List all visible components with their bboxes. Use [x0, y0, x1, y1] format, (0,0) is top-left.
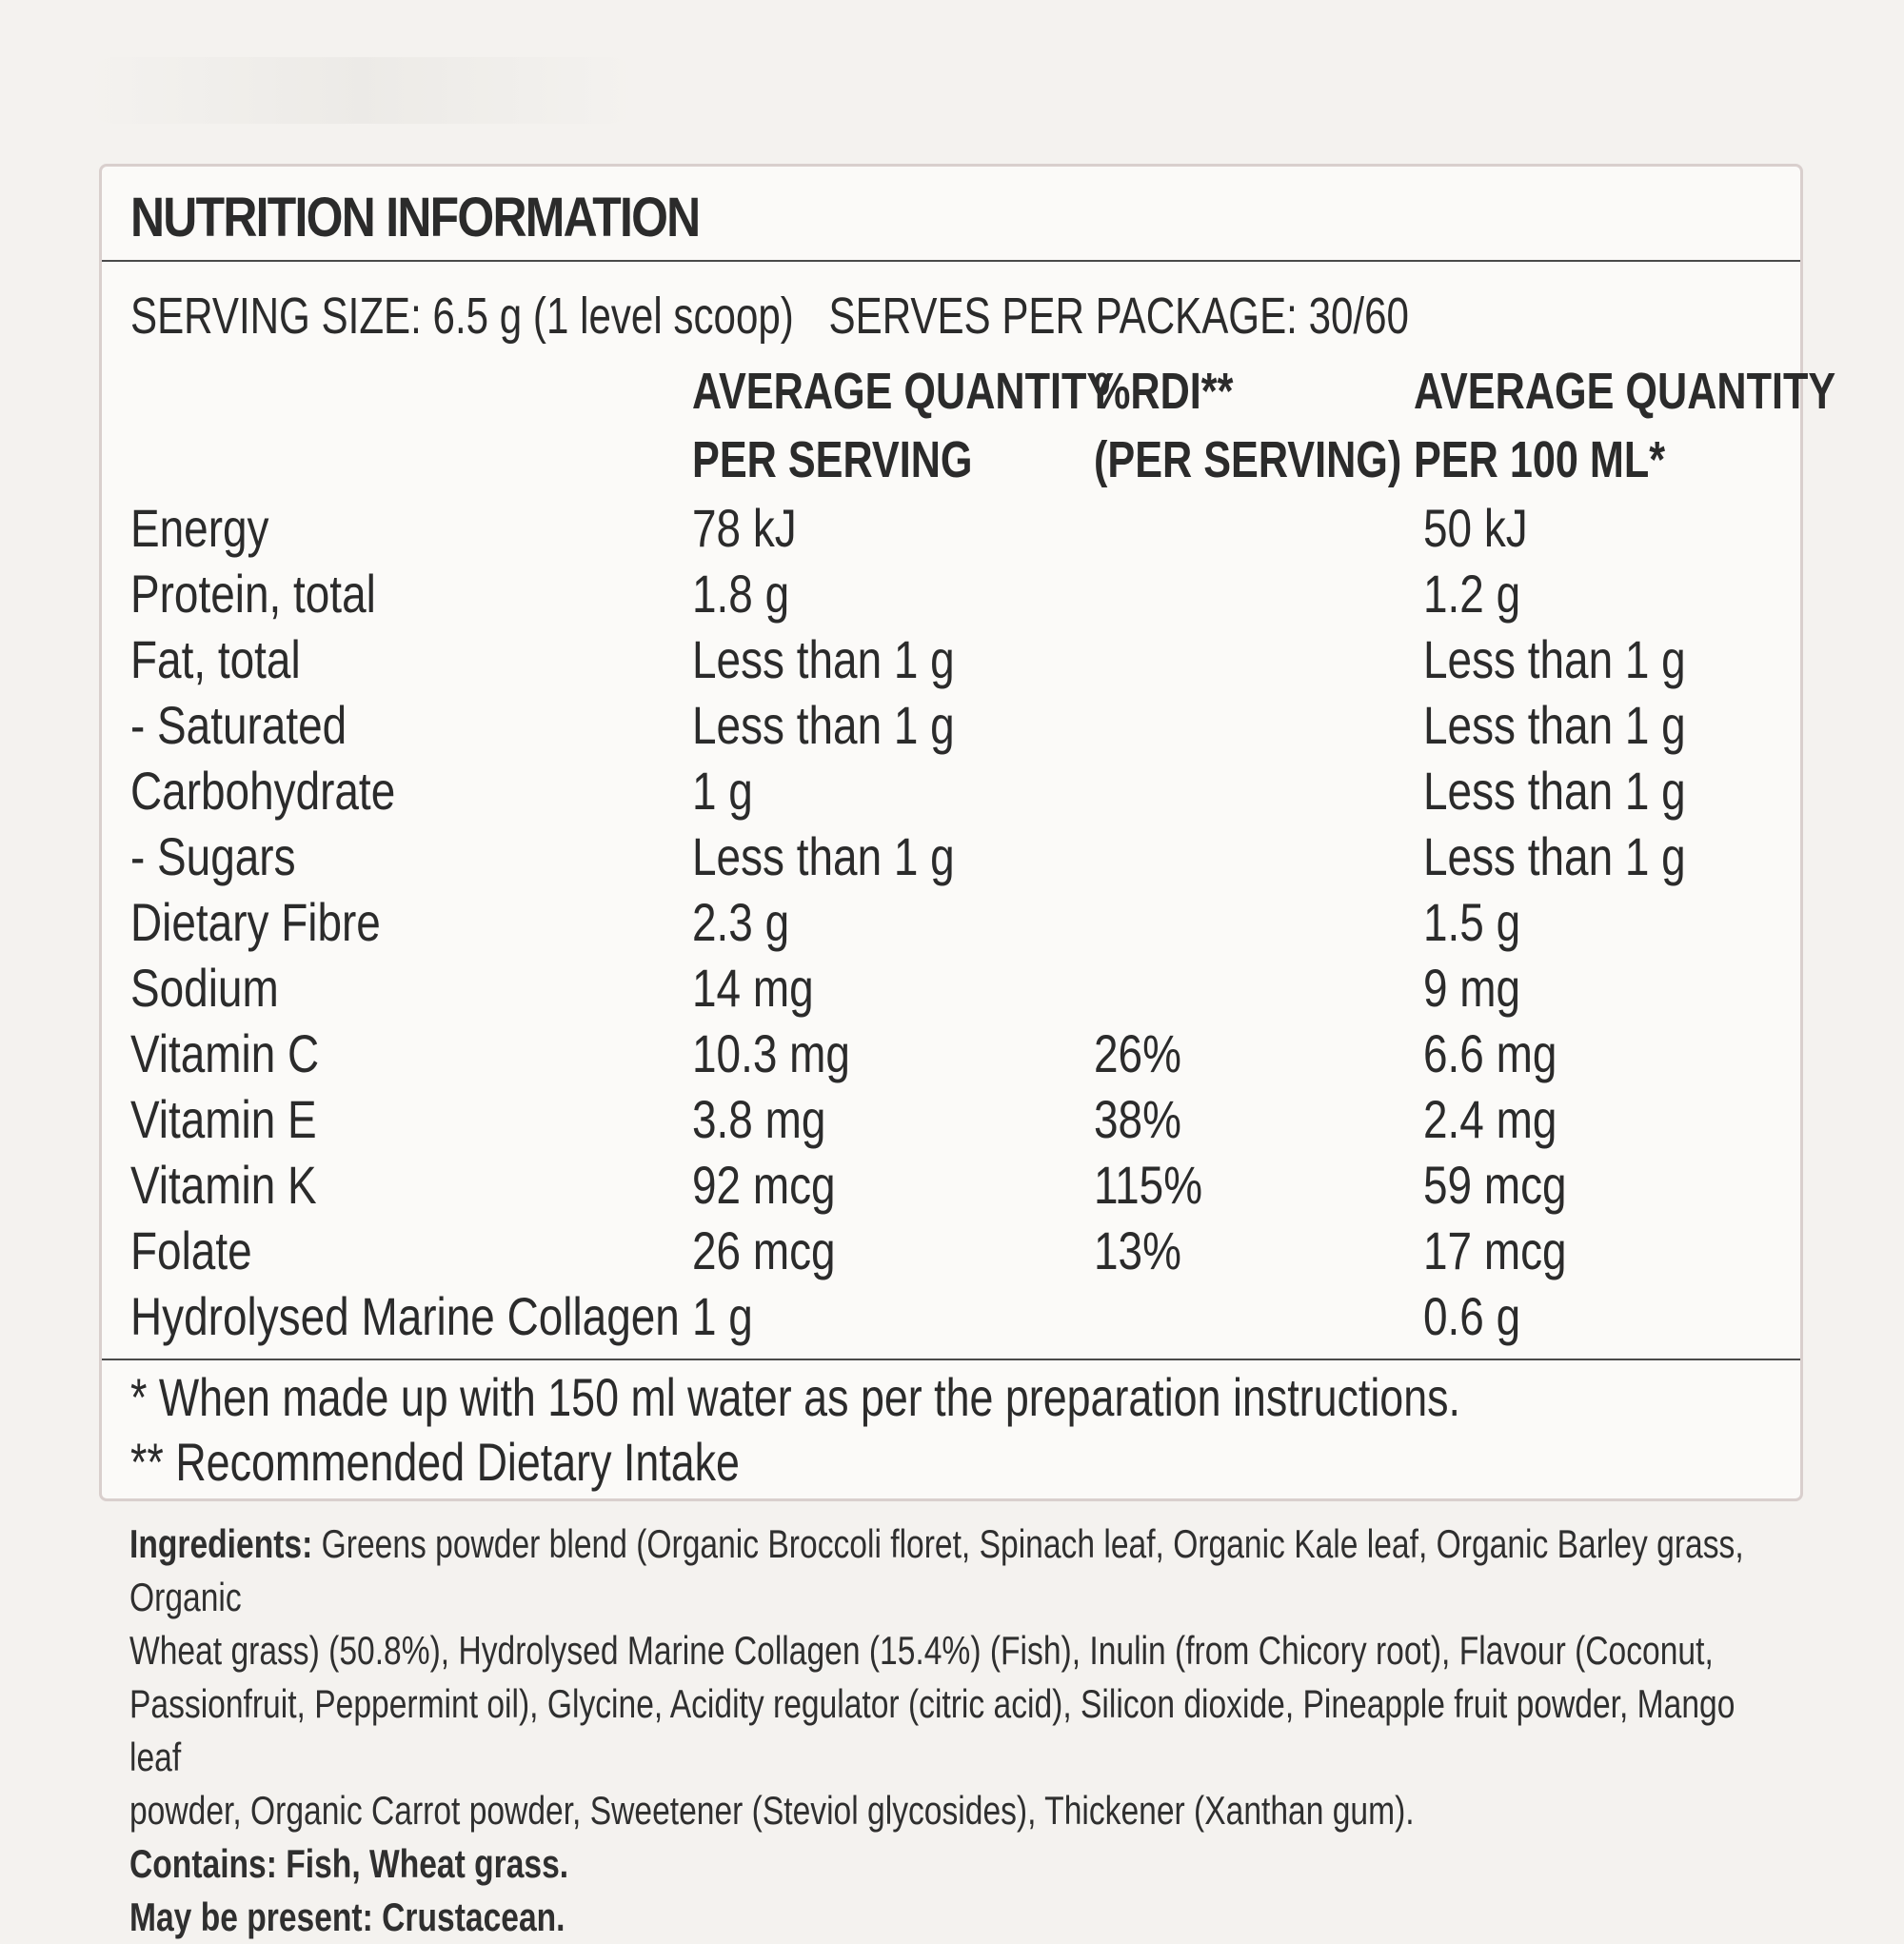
column-header-line: %RDI**: [1094, 363, 1234, 420]
rdi-value: 38%: [1094, 1089, 1181, 1149]
per-serving-value: 14 mg: [692, 958, 814, 1018]
table-row: [102, 955, 1800, 1021]
table-row: [102, 495, 1800, 561]
ingredients-line: powder, Organic Carrot powder, Sweetener (Steviol glycosides), Thickener (Xanthan gum).: [129, 1788, 1415, 1833]
per-100ml-value: 2.4 mg: [1423, 1089, 1557, 1149]
per-serving-value: 2.3 g: [692, 892, 790, 952]
panel-title: NUTRITION INFORMATION: [130, 187, 700, 248]
table-row: [102, 1152, 1800, 1218]
title-divider: [102, 260, 1800, 262]
column-header-per-serving: [692, 357, 1114, 494]
per-serving-value: 78 kJ: [692, 498, 797, 558]
table-row: [102, 1086, 1800, 1152]
column-header-rdi: [1094, 357, 1401, 494]
per-100ml-value: 1.5 g: [1423, 892, 1521, 952]
nutrient-name: - Saturated: [130, 695, 347, 755]
ingredients-label: Ingredients:: [129, 1521, 313, 1566]
table-row: [102, 1283, 1800, 1349]
rdi-value: 115%: [1094, 1155, 1203, 1215]
nutrient-name: Vitamin K: [130, 1155, 317, 1215]
nutrition-panel: [99, 164, 1836, 1501]
nutrient-name: Folate: [130, 1220, 252, 1280]
table-row: [102, 1218, 1800, 1283]
may-be-present-statement: May be present: Crustacean.: [129, 1894, 565, 1939]
per-serving-value: Less than 1 g: [692, 826, 955, 886]
ingredients-text: Greens powder blend (Organic Broccoli floret, Spinach leaf, Organic Kale leaf, Organic Barley grass, Organic: [129, 1521, 1744, 1619]
per-serving-value: 26 mcg: [692, 1220, 836, 1280]
table-row: [102, 561, 1800, 626]
serves-per-package: SERVES PER PACKAGE: 30/60: [828, 288, 1409, 345]
column-header-per-100ml: [1414, 357, 1835, 494]
per-100ml-value: 1.2 g: [1423, 564, 1521, 624]
serving-info: [130, 287, 1409, 346]
table-row: [102, 758, 1800, 823]
nutrient-name: Dietary Fibre: [130, 892, 381, 952]
per-serving-value: 10.3 mg: [692, 1023, 850, 1083]
per-serving-value: 92 mcg: [692, 1155, 836, 1215]
per-serving-value: 1.8 g: [692, 564, 790, 624]
nutrient-name: Vitamin E: [130, 1089, 317, 1149]
per-100ml-value: 6.6 mg: [1423, 1023, 1557, 1083]
per-serving-value: Less than 1 g: [692, 695, 955, 755]
per-serving-value: 1 g: [692, 761, 753, 821]
per-100ml-value: Less than 1 g: [1423, 826, 1686, 886]
per-100ml-value: 0.6 g: [1423, 1286, 1521, 1346]
nutrient-name: Protein, total: [130, 564, 376, 624]
nutrient-name: Hydrolysed Marine Collagen: [130, 1286, 680, 1346]
per-serving-value: 1 g: [692, 1286, 753, 1346]
ingredients-line: [129, 1518, 1752, 1624]
table-row: [102, 889, 1800, 955]
nutrient-name: Carbohydrate: [130, 761, 396, 821]
ingredients-line: Passionfruit, Peppermint oil), Glycine, Acidity regulator (citric acid), Silicon dioxide, Pineapple fruit powder, Mango leaf: [129, 1681, 1735, 1779]
footnote-preparation: * When made up with 150 ml water as per the preparation instructions.: [130, 1367, 1460, 1427]
nutrient-name: Sodium: [130, 958, 279, 1018]
per-100ml-value: 17 mcg: [1423, 1220, 1567, 1280]
nutrient-name: Energy: [130, 498, 269, 558]
per-100ml-value: 59 mcg: [1423, 1155, 1567, 1215]
table-row: [102, 1021, 1800, 1086]
nutrient-name: Vitamin C: [130, 1023, 320, 1083]
rdi-value: 13%: [1094, 1220, 1181, 1280]
column-header-line: AVERAGE QUANTITY: [692, 363, 1115, 420]
per-100ml-value: Less than 1 g: [1423, 761, 1686, 821]
footnote-divider: [102, 1359, 1800, 1360]
table-row: [102, 823, 1800, 889]
ingredients-line: Wheat grass) (50.8%), Hydrolysed Marine Collagen (15.4%) (Fish), Inulin (from Chicory root), Flavour (Coconut,: [129, 1628, 1714, 1673]
ingredients-block: [129, 1518, 1752, 1944]
footnote-rdi: ** Recommended Dietary Intake: [130, 1432, 740, 1492]
table-row: [102, 692, 1800, 758]
table-row: [102, 626, 1800, 692]
faded-header-banner: [86, 57, 638, 124]
contains-statement: Contains: Fish, Wheat grass.: [129, 1841, 569, 1886]
per-serving-value: 3.8 mg: [692, 1089, 826, 1149]
per-100ml-value: 50 kJ: [1423, 498, 1528, 558]
nutrient-name: - Sugars: [130, 826, 296, 886]
column-header-line: (PER SERVING): [1094, 431, 1402, 488]
column-header-line: PER SERVING: [692, 431, 973, 488]
serving-size: SERVING SIZE: 6.5 g (1 level scoop): [130, 288, 794, 345]
nutrient-name: Fat, total: [130, 629, 301, 689]
per-100ml-value: Less than 1 g: [1423, 629, 1686, 689]
rdi-value: 26%: [1094, 1023, 1181, 1083]
column-header-line: PER 100 ML*: [1414, 431, 1666, 488]
per-100ml-value: Less than 1 g: [1423, 695, 1686, 755]
column-header-line: AVERAGE QUANTITY: [1414, 363, 1836, 420]
per-serving-value: Less than 1 g: [692, 629, 955, 689]
per-100ml-value: 9 mg: [1423, 958, 1521, 1018]
